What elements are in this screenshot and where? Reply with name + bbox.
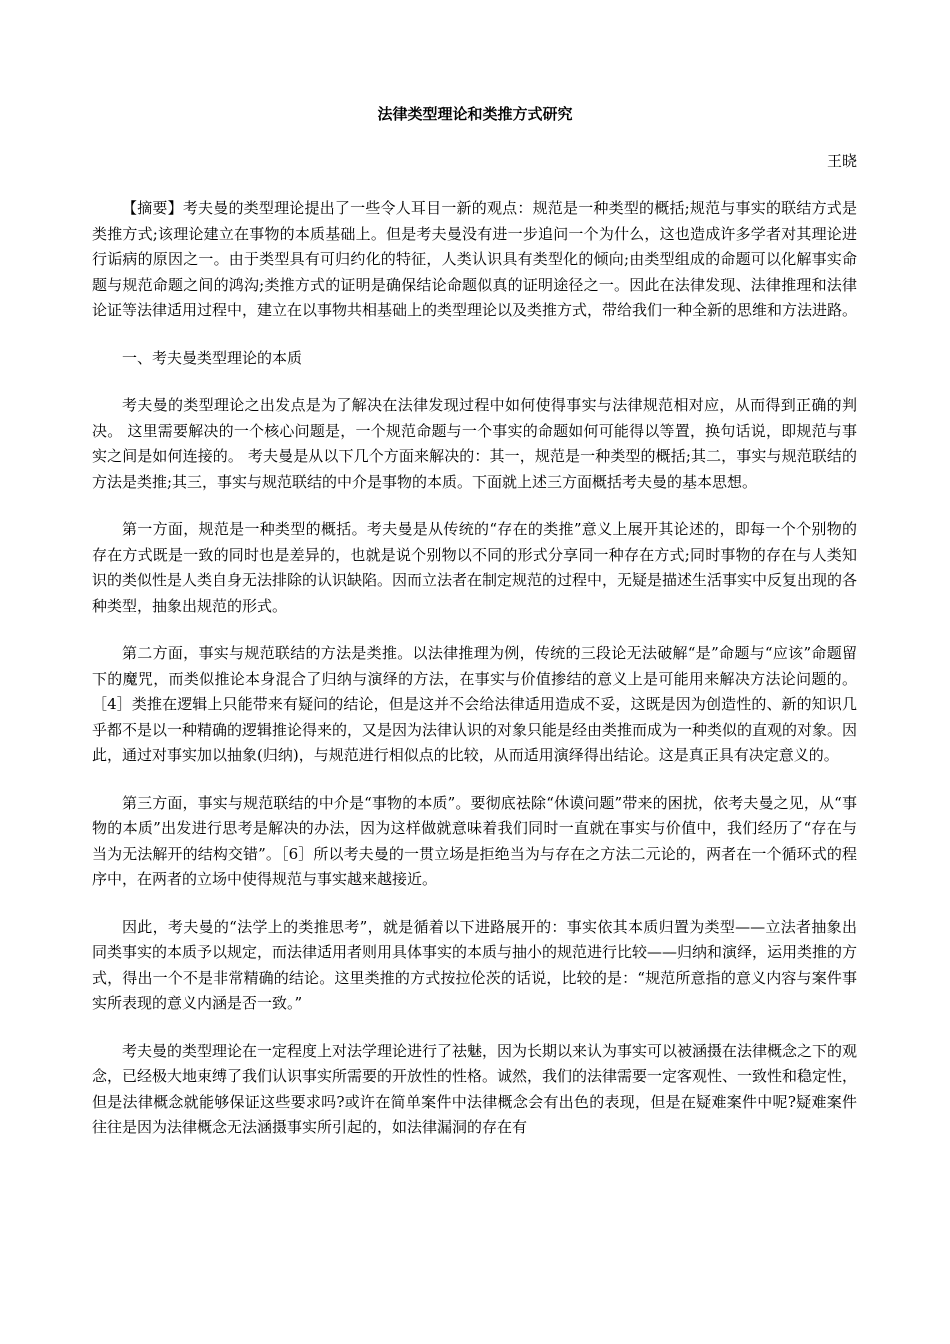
body-paragraph: 因此，考夫曼的“法学上的类推思考”，就是循着以下进路展开的：事实依其本质归置为类型——立法者抽象出同类事实的本质予以规定，而法律适用者则用具体事实的本质与抽小的规范进行比较——归纳和演绎，运用类推的方式，得出一个不是非常精确的结论。这里类推的方式按拉伦茨的话说，比较的是：“规范所意指的意义内容与案件事实所表现的意义内涵是否一致。” <box>92 917 858 1012</box>
document-title: 法律类型理论和类推方式研究 <box>377 105 573 123</box>
section-heading: 一、考夫曼类型理论的本质 <box>122 348 303 367</box>
abstract-paragraph: 【摘要】考夫曼的类型理论提出了一些令人耳目一新的观点：规范是一种类型的概括;规范与事实的联结方式是类推方式;该理论建立在事物的本质基础上。但是考夫曼没有进一步追问一个为什么，这也造成许多学者对其理论进行诟病的原因之一。由于类型具有可归约化的特征，人类认识具有类型化的倾向;由类型组成的命题可以化解事实命题与规范命题之间的鸿沟;类推方式的证明是确保结论命题似真的证明途径之一。因此在法律发现、法律推理和法律论证等法律适用过程中，建立在以事物共相基础上的类型理论以及类推方式，带给我们一种全新的思维和方法进路。 <box>92 199 858 319</box>
document-body <box>92 196 857 1163</box>
body-paragraph: 考夫曼的类型理论在一定程度上对法学理论进行了祛魅，因为长期以来认为事实可以被涵摄在法律概念之下的观念，已经极大地束缚了我们认识事实所需要的开放性的性格。诚然，我们的法律需要一定客观性、一致性和稳定性，但是法律概念就能够保证这些要求吗?或许在简单案件中法律概念会有出色的表现，但是在疑难案件中呢?疑难案件往往是因为法律概念无法涵摄事实所引起的，如法律漏洞的存在有 <box>92 1041 858 1136</box>
body-paragraph: 考夫曼的类型理论之出发点是为了解决在法律发现过程中如何使得事实与法律规范相对应，从而得到正确的判决。 这里需要解决的一个核心问题是，一个规范命题与一个事实的命题如何可能得以等置，换句话说，即规范与事实之间是如何连接的。 考夫曼是从以下几个方面来解决的：其一，规范是一种类型的概括;其二，事实与规范联结的方法是类推;其三，事实与规范联结的中介是事物的本质。下面就上述三方面概括考夫曼的基本思想。 <box>92 396 857 491</box>
document-author: 王晓 <box>826 152 857 170</box>
body-paragraph: 第一方面，规范是一种类型的概括。考夫曼是从传统的“存在的类推”意义上展开其论述的，即每一个个别物的存在方式既是一致的同时也是差异的，也就是说个别物以不同的形式分享同一种存在方式;同时事物的存在与人类知识的类似性是人类自身无法排除的认识缺陷。因而立法者在制定规范的过程中，无疑是描述生活事实中反复出现的各种类型，抽象出规范的形式。 <box>92 520 858 615</box>
body-paragraph: 第三方面，事实与规范联结的中介是“事物的本质”。要彻底祛除“休谟问题”带来的困扰，依考夫曼之见，从“事物的本质”出发进行思考是解决的办法，因为这样做就意味着我们同时一直就在事实与价值中，我们经历了“存在与当为无法解开的结构交错”。［6］所以考夫曼的一贯立场是拒绝当为与存在之方法二元论的，两者在一个循环式的程序中，在两者的立场中使得规范与事实越来越接近。 <box>92 793 857 888</box>
body-paragraph: 第二方面，事实与规范联结的方法是类推。以法律推理为例，传统的三段论无法破解“是”命题与“应该”命题留下的魔咒，而类似推论本身混合了归纳与演绎的方法，在事实与价值掺结的意义上是可能用来解决方法论问题的。［4］类推在逻辑上只能带来有疑问的结论，但是这并不会给法律适用造成不妥，这既是因为创造性的、新的知识几乎都不是以一种精确的逻辑推论得来的，又是因为法律认识的对象只能是经由类推而成为一种类似的直观的对象。因此，通过对事实加以抽象(归纳)，与规范进行相似点的比较，从而适用演绎得出结论。这是真正具有决定意义的。 <box>92 644 858 764</box>
